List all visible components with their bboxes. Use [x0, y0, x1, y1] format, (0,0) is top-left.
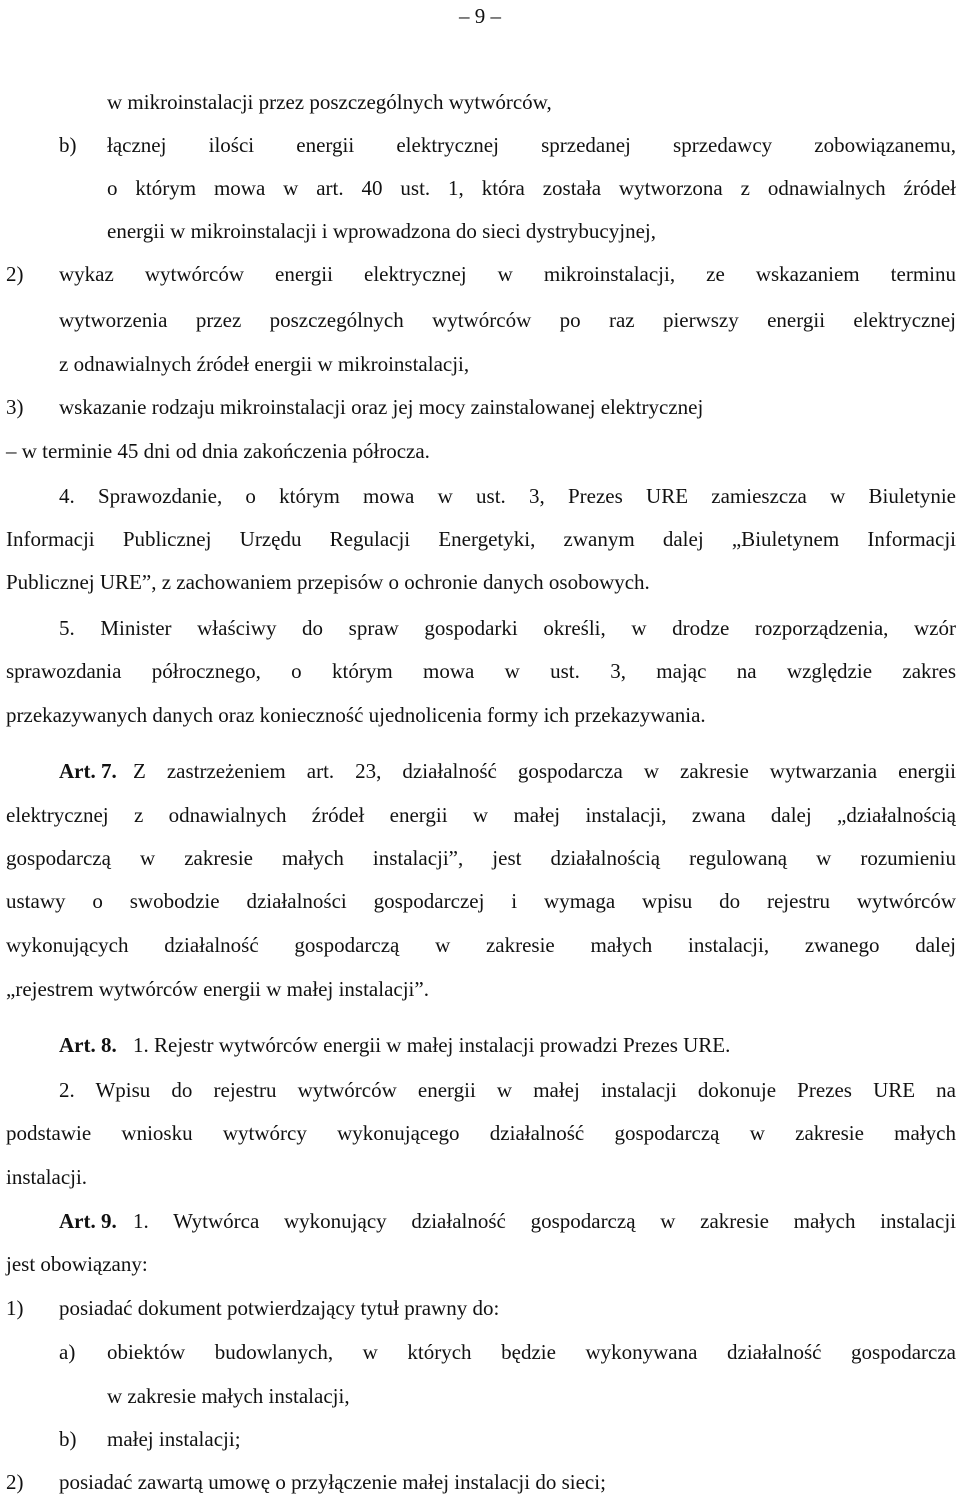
text-line: z odnawialnych źródeł energii w mikroinstalacji, [59, 352, 470, 376]
list-label: b) [59, 1427, 77, 1451]
text-line: 5. Minister właściwy do spraw gospodarki określi, w drodze rozporządzenia, wzór [59, 616, 956, 640]
text-line: jest obowiązany: [6, 1252, 148, 1276]
text-line: instalacji. [6, 1165, 88, 1189]
text-line: wykaz wytwórców energii elektrycznej w mikroinstalacji, ze wskazaniem terminu [59, 262, 956, 286]
text-line: Informacji Publicznej Urzędu Regulacji Energetyki, zwanym dalej „Biuletynem Informacji [6, 527, 956, 551]
text-line: 2. Wpisu do rejestru wytwórców energii w małej instalacji dokonuje Prezes URE na [59, 1078, 956, 1102]
text-line: podstawie wniosku wytwórcy wykonującego działalność gospodarczą w zakresie małych [6, 1121, 956, 1145]
article-number: Art. 7. [59, 759, 117, 783]
text-line: sprawozdania półrocznego, o którym mowa w ust. 3, mając na względzie zakres [6, 659, 956, 683]
text-line: posiadać zawartą umowę o przyłączenie małej instalacji do sieci; [59, 1470, 606, 1494]
text-line: 1. Wytwórca wykonujący działalność gospodarczą w zakresie małych instalacji [133, 1209, 956, 1233]
text-line: gospodarczą w zakresie małych instalacji”, jest działalnością regulowaną w rozumieniu [6, 846, 956, 870]
text-line: wskazanie rodzaju mikroinstalacji oraz jej mocy zainstalowanej elektrycznej [59, 395, 704, 419]
list-label: 1) [6, 1296, 24, 1320]
text-line: – w terminie 45 dni od dnia zakończenia półrocza. [6, 439, 430, 463]
text-line: 1. Rejestr wytwórców energii w małej instalacji prowadzi Prezes URE. [133, 1033, 731, 1057]
text-line: ustawy o swobodzie działalności gospodarczej i wymaga wpisu do rejestru wytwórców [6, 889, 956, 913]
text-line: 4. Sprawozdanie, o którym mowa w ust. 3, Prezes URE zamieszcza w Biuletynie [59, 484, 956, 508]
text-line: wytworzenia przez poszczególnych wytwórców po raz pierwszy energii elektrycznej [59, 308, 956, 332]
list-label: 2) [6, 1470, 24, 1494]
text-line: posiadać dokument potwierdzający tytuł prawny do: [59, 1296, 500, 1320]
text-line: Z zastrzeżeniem art. 23, działalność gospodarcza w zakresie wytwarzania energii [133, 759, 956, 783]
text-line: obiektów budowlanych, w których będzie wykonywana działalność gospodarcza [107, 1340, 956, 1364]
article-number: Art. 8. [59, 1033, 117, 1057]
text-line: w zakresie małych instalacji, [107, 1384, 350, 1408]
text-line: łącznej ilości energii elektrycznej sprzedanej sprzedawcy zobowiązanemu, [107, 133, 956, 157]
text-line: wykonujących działalność gospodarczą w zakresie małych instalacji, zwanego dalej [6, 933, 956, 957]
list-label: b) [59, 133, 77, 157]
article-number: Art. 9. [59, 1209, 117, 1233]
list-label: a) [59, 1340, 76, 1364]
list-label: 2) [6, 262, 24, 286]
text-line: „rejestrem wytwórców energii w małej instalacji”. [6, 977, 429, 1001]
text-line: energii w mikroinstalacji i wprowadzona do sieci dystrybucyjnej, [107, 219, 656, 243]
page-number: – 9 – [459, 4, 501, 28]
text-line: małej instalacji; [107, 1427, 241, 1451]
text-line: elektrycznej z odnawialnych źródeł energii w małej instalacji, zwana dalej „działalnością [6, 803, 956, 827]
text-line: Publicznej URE”, z zachowaniem przepisów o ochronie danych osobowych. [6, 570, 650, 594]
text-line: o którym mowa w art. 40 ust. 1, która została wytworzona z odnawialnych źródeł [107, 176, 956, 200]
list-label: 3) [6, 395, 24, 419]
text-line: przekazywanych danych oraz konieczność ujednolicenia formy ich przekazywania. [6, 703, 706, 727]
text-line: w mikroinstalacji przez poszczególnych wytwórców, [107, 90, 552, 114]
